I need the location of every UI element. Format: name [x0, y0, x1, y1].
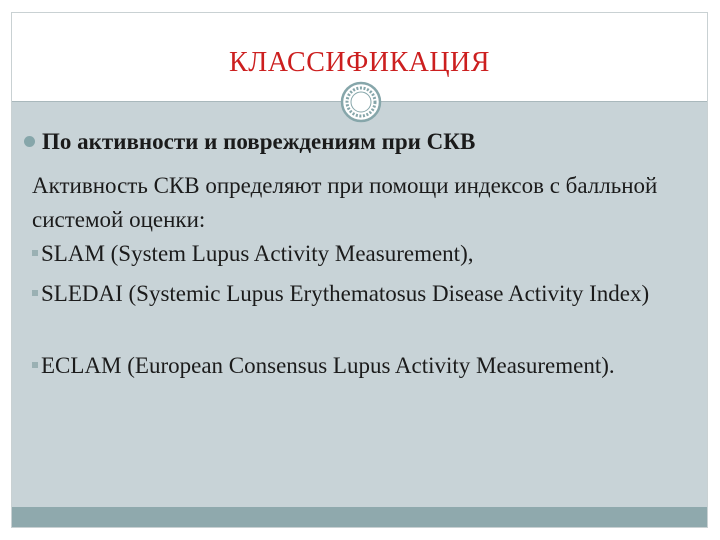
list-item	[32, 349, 692, 383]
list-item	[32, 277, 692, 311]
list-item-text: ECLAM (European Consensus Lupus Activity Measurement).	[41, 353, 615, 378]
slide-title: КЛАССИФИКАЦИЯ	[229, 47, 490, 78]
section-heading-text: По активности и повреждениям при СКВ	[42, 129, 476, 154]
square-bullet-icon	[32, 250, 38, 256]
list-item	[32, 237, 692, 271]
square-bullet-icon	[32, 362, 38, 368]
list-item-text: SLAM (System Lupus Activity Measurement),	[41, 241, 474, 266]
section-heading	[24, 129, 475, 155]
slide-footer-bar	[12, 507, 707, 527]
intro-paragraph: Активность СКВ определяют при помощи индексов с балльной системой оценки:	[32, 173, 658, 232]
slide-content	[12, 113, 707, 509]
slide	[11, 12, 708, 528]
bullet-dot-icon	[24, 136, 35, 147]
list-item-text: SLEDAI (Systemic Lupus Erythematosus Disease Activity Index)	[41, 281, 650, 306]
square-bullet-icon	[32, 290, 38, 296]
